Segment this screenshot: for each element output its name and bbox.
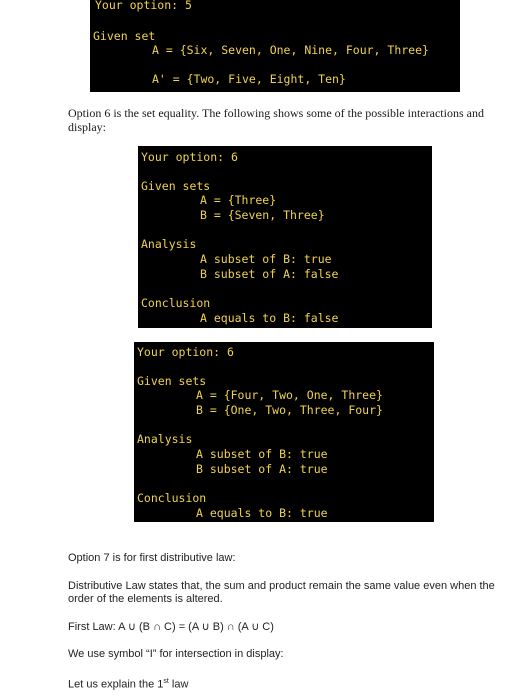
- option6-description: Option 6 is the set equality. The following shows some of the possible interactions and display:: [68, 106, 484, 134]
- option-prompt: Your option: 5: [95, 0, 192, 12]
- terminal-output-option6-false: [138, 146, 432, 328]
- given-label: Given set: [93, 29, 156, 43]
- distributive-law-definition: Distributive Law states that, the sum and product remain the same value even when the order of the elements is altered.: [68, 580, 495, 605]
- set-b: B = {One, Two, Three, Four}: [196, 403, 383, 417]
- given-label: Given sets: [137, 374, 207, 388]
- conclusion-label: Conclusion: [141, 296, 211, 310]
- option-prompt: Your option: 6: [141, 150, 238, 164]
- conclusion: A equals to B: false: [200, 311, 339, 325]
- set-a: A = {Six, Seven, One, Nine, Four, Three}: [152, 43, 429, 57]
- given-label: Given sets: [141, 179, 211, 193]
- terminal-output-option5: [90, 0, 460, 92]
- option-prompt: Your option: 6: [137, 345, 234, 359]
- first-law-formula: First Law: A ∪ (B ∩ C) = (A ∪ B) ∩ (A ∪ C): [68, 621, 274, 633]
- option7-heading: Option 7 is for first distributive law:: [68, 552, 236, 564]
- b-subset-a: B subset of A: true: [196, 462, 328, 476]
- conclusion-label: Conclusion: [137, 491, 207, 505]
- a-subset-b: A subset of B: true: [200, 252, 332, 266]
- analysis-label: Analysis: [141, 237, 197, 251]
- set-b: B = {Seven, Three}: [200, 208, 325, 222]
- terminal-output-option6-true: [134, 342, 434, 522]
- set-a-prime: A' = {Two, Five, Eight, Ten}: [152, 72, 346, 86]
- set-a: A = {Three}: [200, 193, 277, 207]
- explain-first-law: Let us explain the 1st law: [68, 678, 189, 691]
- b-subset-a: B subset of A: false: [200, 267, 339, 281]
- conclusion: A equals to B: true: [196, 506, 328, 520]
- a-subset-b: A subset of B: true: [196, 447, 328, 461]
- intersection-symbol-note: We use symbol “I” for intersection in display:: [68, 648, 284, 660]
- set-a: A = {Four, Two, One, Three}: [196, 388, 383, 402]
- analysis-label: Analysis: [137, 432, 193, 446]
